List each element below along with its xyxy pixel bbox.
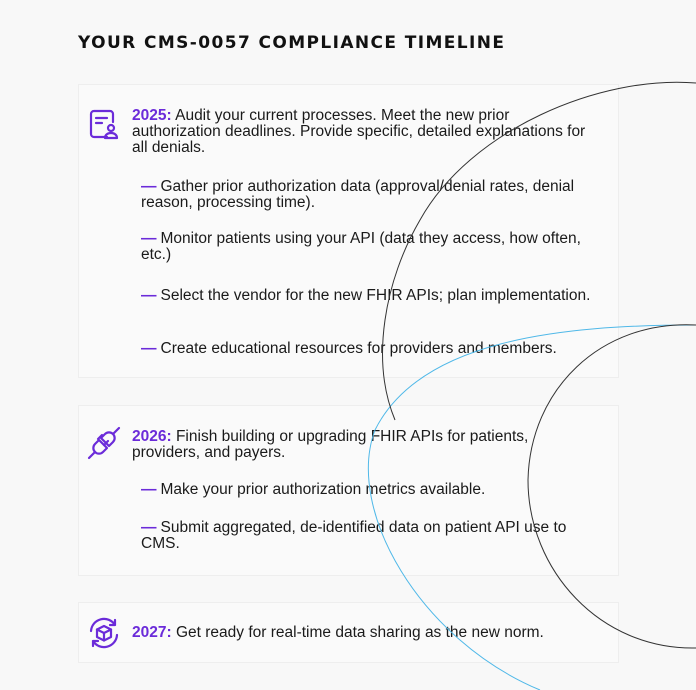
- card-description: Finish building or upgrading FHIR APIs for patients, providers, and payers.: [132, 428, 529, 461]
- list-item-text: Gather prior authorization data (approval/denial rates, denial reason, processing time).: [141, 178, 575, 211]
- card-2026-heading: [132, 429, 600, 461]
- dash-marker: —: [141, 287, 157, 304]
- dash-marker: —: [141, 519, 157, 536]
- card-2025-heading: [132, 108, 600, 156]
- list-item: [141, 179, 596, 211]
- page-title: YOUR CMS-0057 COMPLIANCE TIMELINE: [78, 33, 506, 53]
- list-item: [141, 341, 596, 357]
- card-description: Audit your current processes. Meet the new prior authorization deadlines. Provide specific, detailed explanations for all denials.: [132, 107, 586, 156]
- year-label: 2027:: [132, 624, 172, 641]
- dash-marker: —: [141, 340, 157, 357]
- document-user-icon: [85, 105, 123, 143]
- list-item: [141, 520, 596, 552]
- card-description: Get ready for real-time data sharing as the new norm.: [171, 624, 544, 641]
- year-label: 2025:: [132, 107, 172, 124]
- list-item: [141, 231, 596, 263]
- list-item-text: Submit aggregated, de-identified data on patient API use to CMS.: [141, 519, 567, 552]
- timeline-card-2025: [78, 84, 619, 378]
- card-2027-heading: [132, 625, 600, 641]
- dash-marker: —: [141, 481, 157, 498]
- timeline-card-2026: [78, 405, 619, 576]
- list-item-text: Make your prior authorization metrics available.: [160, 481, 486, 498]
- dash-marker: —: [141, 178, 157, 195]
- list-item: [141, 482, 596, 498]
- list-item-text: Create educational resources for providers and members.: [160, 340, 557, 357]
- plug-connector-icon: [85, 424, 123, 462]
- list-item: [141, 288, 596, 304]
- dash-marker: —: [141, 230, 157, 247]
- year-label: 2026:: [132, 428, 172, 445]
- timeline-card-2027: [78, 602, 619, 663]
- list-item-text: Select the vendor for the new FHIR APIs; plan implementation.: [160, 287, 591, 304]
- cube-sync-icon: [85, 614, 123, 652]
- list-item-text: Monitor patients using your API (data they access, how often, etc.): [141, 230, 581, 263]
